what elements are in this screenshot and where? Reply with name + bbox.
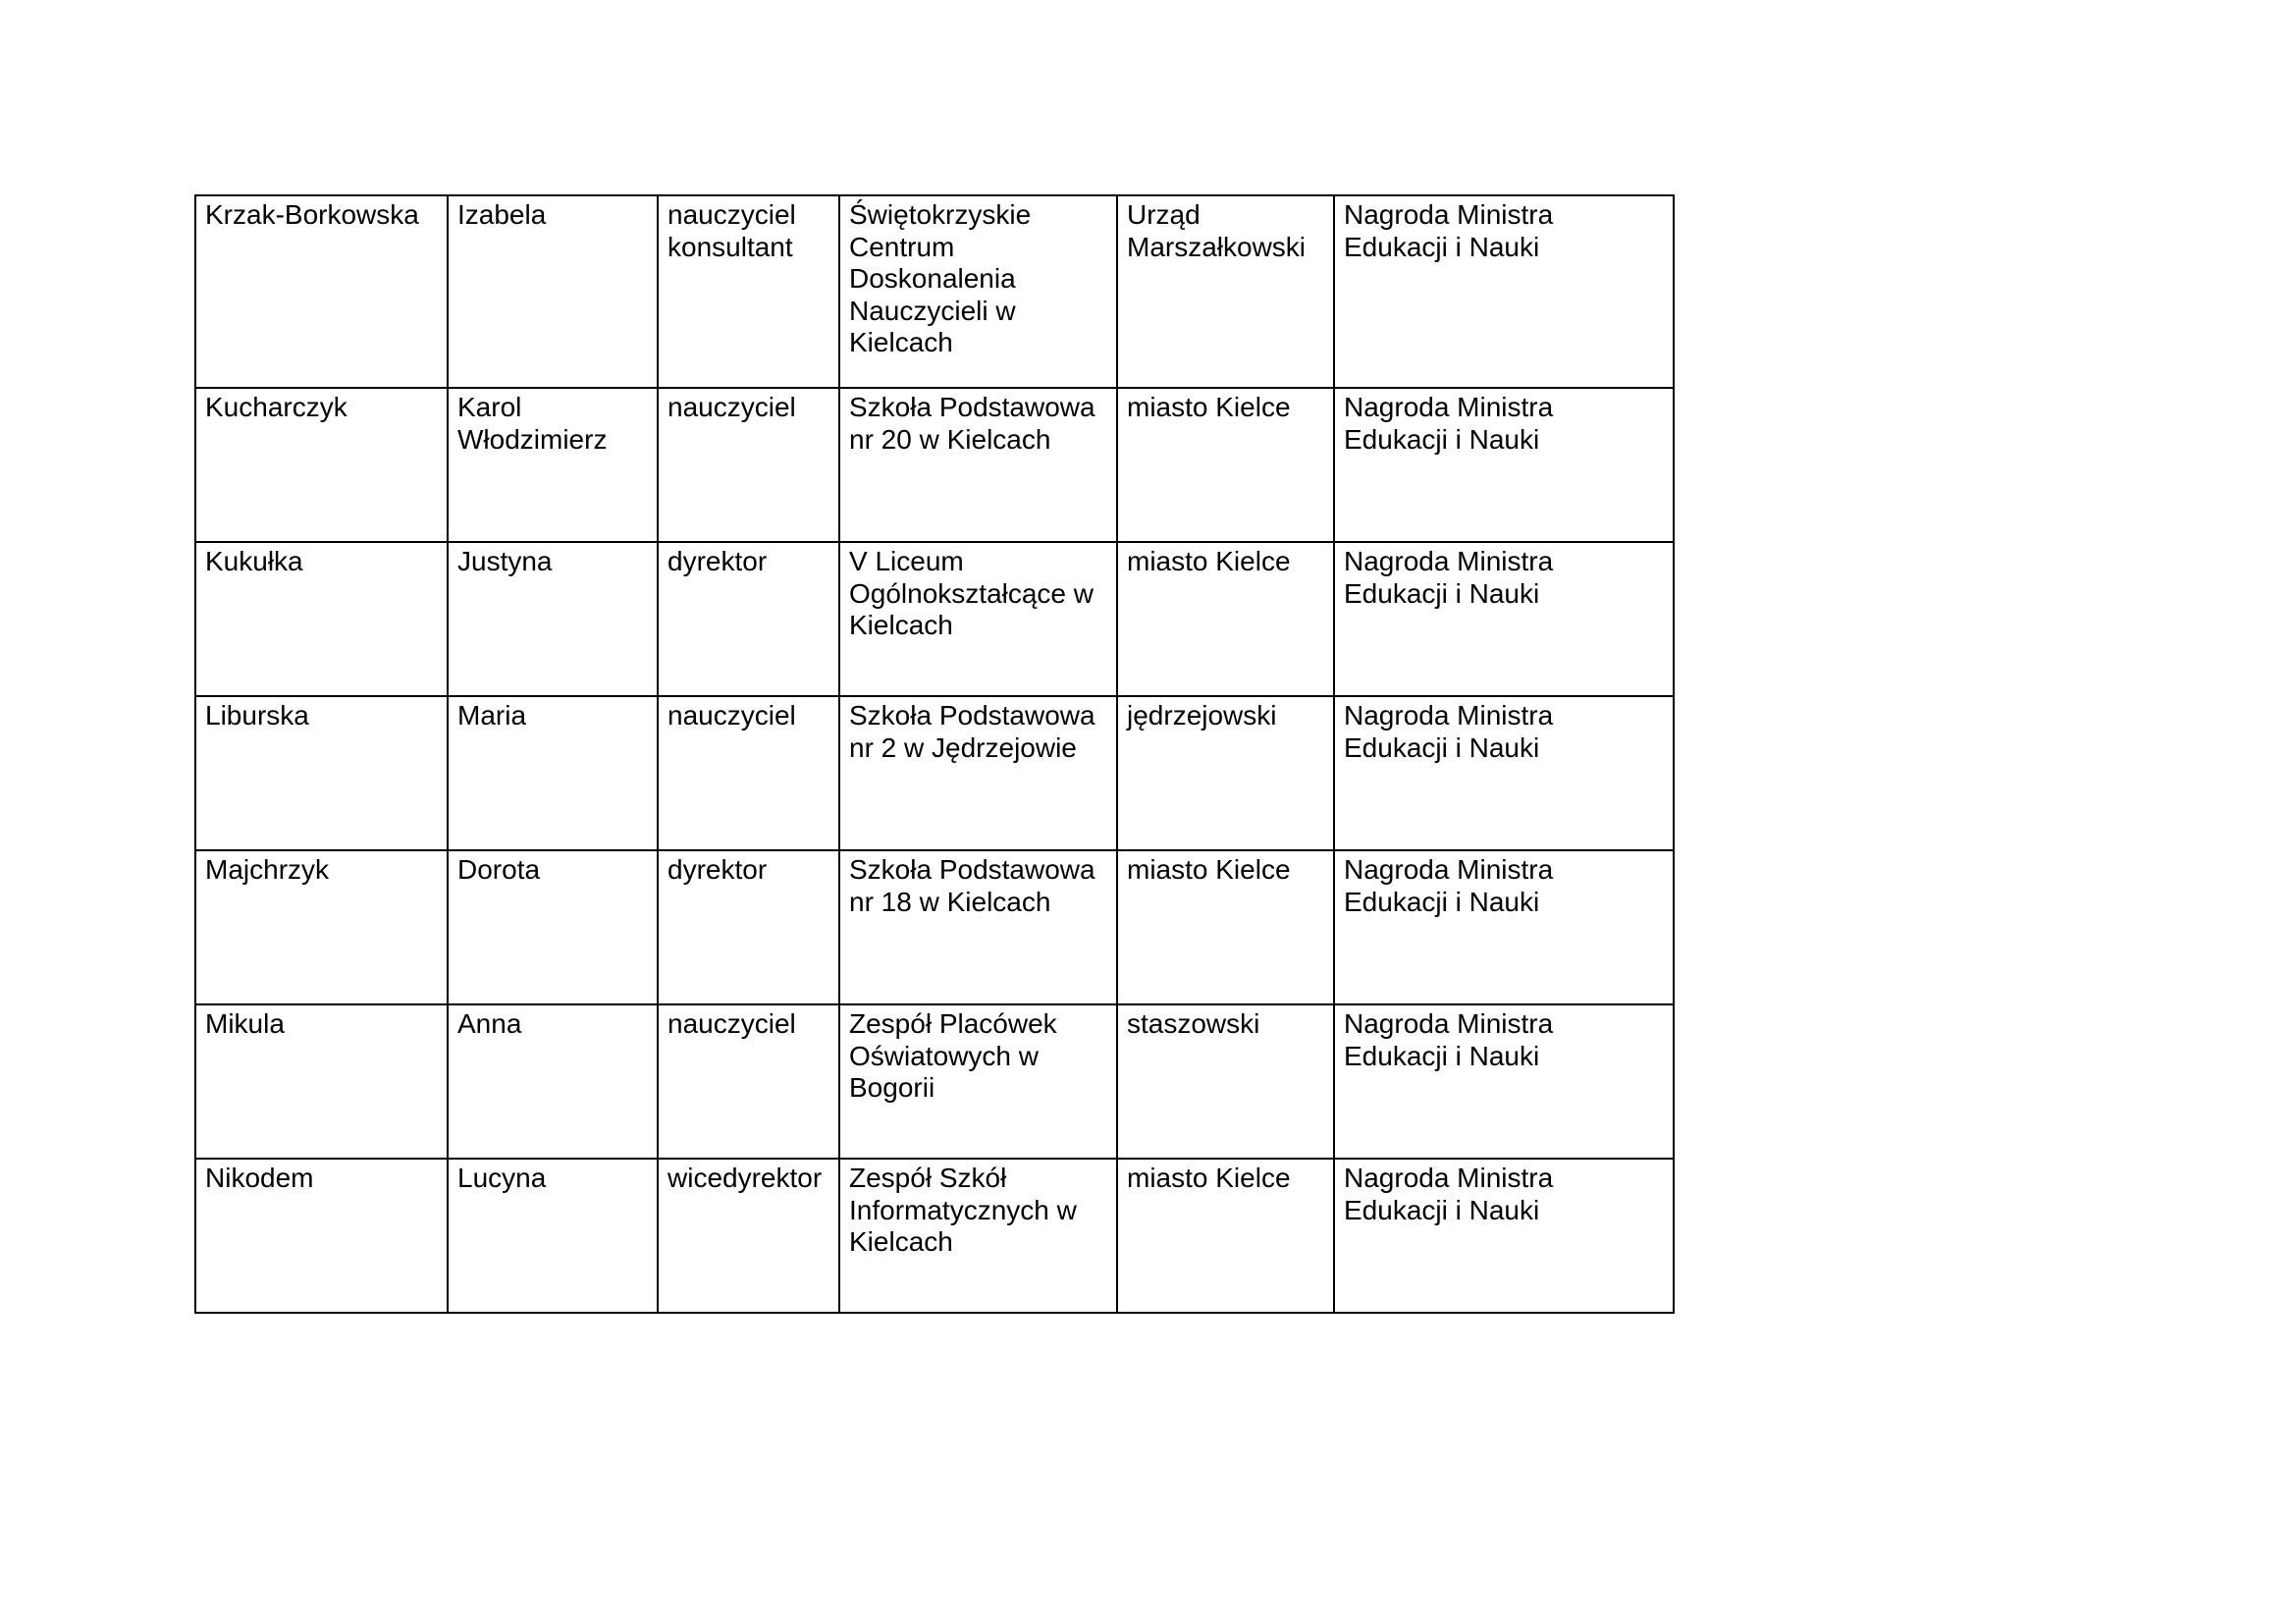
position-cell-line: wicedyrektor: [667, 1163, 823, 1193]
district-cell-line: miasto Kielce: [1127, 1163, 1291, 1193]
surname-cell: [195, 696, 448, 850]
first-name-cell: [448, 195, 658, 388]
award-cell-line: Nagroda Ministra: [1344, 1008, 1554, 1039]
institution-cell-line: V Liceum: [849, 546, 964, 576]
institution-cell-line: Nauczycieli w: [849, 295, 1016, 326]
position-cell-line: dyrektor: [667, 854, 768, 885]
surname-cell-text: Kukułka: [205, 546, 303, 576]
position-cell: [658, 195, 839, 388]
award-cell-line: Edukacji i Nauki: [1344, 577, 1540, 609]
district-cell: [1117, 696, 1334, 850]
award-cell-line: Nagroda Ministra: [1344, 546, 1554, 576]
surname-cell: [195, 1004, 448, 1159]
award-cell-line: Nagroda Ministra: [1344, 1163, 1554, 1193]
first-name-cell: [448, 542, 658, 696]
first-name-cell-line: Dorota: [457, 854, 541, 885]
award-cell-line: Nagroda Ministra: [1344, 854, 1554, 885]
first-name-cell: [448, 1004, 658, 1159]
surname-cell-text: Nikodem: [205, 1163, 314, 1193]
surname-cell-text: Kucharczyk: [205, 392, 347, 422]
institution-cell-line: nr 2 w Jędrzejowie: [849, 731, 1077, 763]
district-cell-line: staszowski: [1127, 1008, 1260, 1039]
institution-cell-line: nr 18 w Kielcach: [849, 886, 1051, 917]
institution-cell-line: Oświatowych w: [849, 1040, 1039, 1071]
award-cell-line: Nagroda Ministra: [1344, 392, 1554, 422]
surname-cell: [195, 195, 448, 388]
position-cell: [658, 1159, 839, 1313]
institution-cell-line: Ogólnokształcące w: [849, 577, 1095, 609]
institution-cell-line: nr 20 w Kielcach: [849, 423, 1051, 455]
district-cell-line: jędrzejowski: [1127, 700, 1277, 731]
institution-cell: [839, 1004, 1117, 1159]
district-cell: [1117, 388, 1334, 542]
district-cell: [1117, 850, 1334, 1004]
position-cell: [658, 696, 839, 850]
institution-cell-line: Szkoła Podstawowa: [849, 700, 1095, 731]
award-cell-line: Nagroda Ministra: [1344, 700, 1554, 731]
position-cell-line: nauczyciel: [667, 199, 796, 230]
award-cell-line: Edukacji i Nauki: [1344, 423, 1540, 455]
position-cell-line: nauczyciel: [667, 1008, 796, 1039]
district-cell: [1117, 542, 1334, 696]
district-cell-line: miasto Kielce: [1127, 854, 1291, 885]
institution-cell-line: Kielcach: [849, 610, 953, 640]
district-cell: [1117, 1159, 1334, 1313]
institution-cell-line: Zespół Placówek: [849, 1008, 1057, 1039]
institution-cell-line: Kielcach: [849, 1226, 953, 1257]
institution-cell: [839, 542, 1117, 696]
surname-cell: [195, 542, 448, 696]
institution-cell-line: Informatycznych w: [849, 1194, 1077, 1225]
institution-cell-line: Doskonalenia: [849, 263, 1016, 294]
surname-cell: [195, 850, 448, 1004]
table-row: [195, 850, 1674, 1004]
position-cell: [658, 850, 839, 1004]
table-row: [195, 1159, 1674, 1313]
award-cell-line: Edukacji i Nauki: [1344, 886, 1540, 917]
institution-cell: [839, 195, 1117, 388]
award-cell: [1334, 1004, 1674, 1159]
first-name-cell: [448, 850, 658, 1004]
surname-cell: [195, 1159, 448, 1313]
surname-cell-text: Mikula: [205, 1008, 285, 1039]
award-cell: [1334, 850, 1674, 1004]
award-cell: [1334, 696, 1674, 850]
first-name-cell: [448, 1159, 658, 1313]
district-cell: [1117, 195, 1334, 388]
institution-cell-line: Centrum: [849, 231, 955, 262]
surname-cell-text: Liburska: [205, 700, 309, 731]
surname-cell-text: Majchrzyk: [205, 854, 330, 885]
award-cell: [1334, 1159, 1674, 1313]
institution-cell-line: Szkoła Podstawowa: [849, 854, 1095, 885]
surname-cell: [195, 388, 448, 542]
district-cell-line: miasto Kielce: [1127, 392, 1291, 422]
awards-table-body: [195, 195, 1674, 1313]
first-name-cell-line: Maria: [457, 700, 527, 731]
institution-cell: [839, 388, 1117, 542]
first-name-cell-line: Anna: [457, 1008, 522, 1039]
position-cell-line: konsultant: [667, 231, 793, 262]
position-cell: [658, 388, 839, 542]
institution-cell: [839, 1159, 1117, 1313]
award-cell-line: Edukacji i Nauki: [1344, 231, 1540, 262]
first-name-cell-line: Izabela: [457, 199, 547, 230]
position-cell-line: dyrektor: [667, 546, 768, 576]
first-name-cell: [448, 388, 658, 542]
district-cell-line: miasto Kielce: [1127, 546, 1291, 576]
position-cell: [658, 1004, 839, 1159]
table-row: [195, 388, 1674, 542]
first-name-cell-line: Justyna: [457, 546, 553, 576]
award-cell: [1334, 388, 1674, 542]
district-cell: [1117, 1004, 1334, 1159]
position-cell-line: nauczyciel: [667, 392, 796, 422]
table-row: [195, 696, 1674, 850]
award-cell: [1334, 542, 1674, 696]
table-row: [195, 542, 1674, 696]
first-name-cell-line: Włodzimierz: [457, 423, 608, 455]
award-cell: [1334, 195, 1674, 388]
district-cell-line: Urząd: [1127, 199, 1201, 230]
surname-cell-text: Krzak-Borkowska: [205, 199, 419, 230]
position-cell: [658, 542, 839, 696]
first-name-cell: [448, 696, 658, 850]
table-row: [195, 1004, 1674, 1159]
award-cell-line: Edukacji i Nauki: [1344, 1194, 1540, 1225]
institution-cell: [839, 696, 1117, 850]
award-cell-line: Nagroda Ministra: [1344, 199, 1554, 230]
institution-cell-line: Szkoła Podstawowa: [849, 392, 1095, 422]
first-name-cell-line: Karol: [457, 392, 522, 422]
institution-cell-line: Świętokrzyskie: [849, 199, 1032, 230]
table-row: [195, 195, 1674, 388]
award-cell-line: Edukacji i Nauki: [1344, 1040, 1540, 1071]
awards-table: [194, 194, 1675, 1314]
district-cell-line: Marszałkowski: [1127, 231, 1307, 262]
award-cell-line: Edukacji i Nauki: [1344, 731, 1540, 763]
first-name-cell-line: Lucyna: [457, 1163, 547, 1193]
institution-cell: [839, 850, 1117, 1004]
institution-cell-line: Kielcach: [849, 327, 953, 357]
institution-cell-line: Zespół Szkół: [849, 1163, 1007, 1193]
institution-cell-line: Bogorii: [849, 1072, 935, 1103]
position-cell-line: nauczyciel: [667, 700, 796, 731]
